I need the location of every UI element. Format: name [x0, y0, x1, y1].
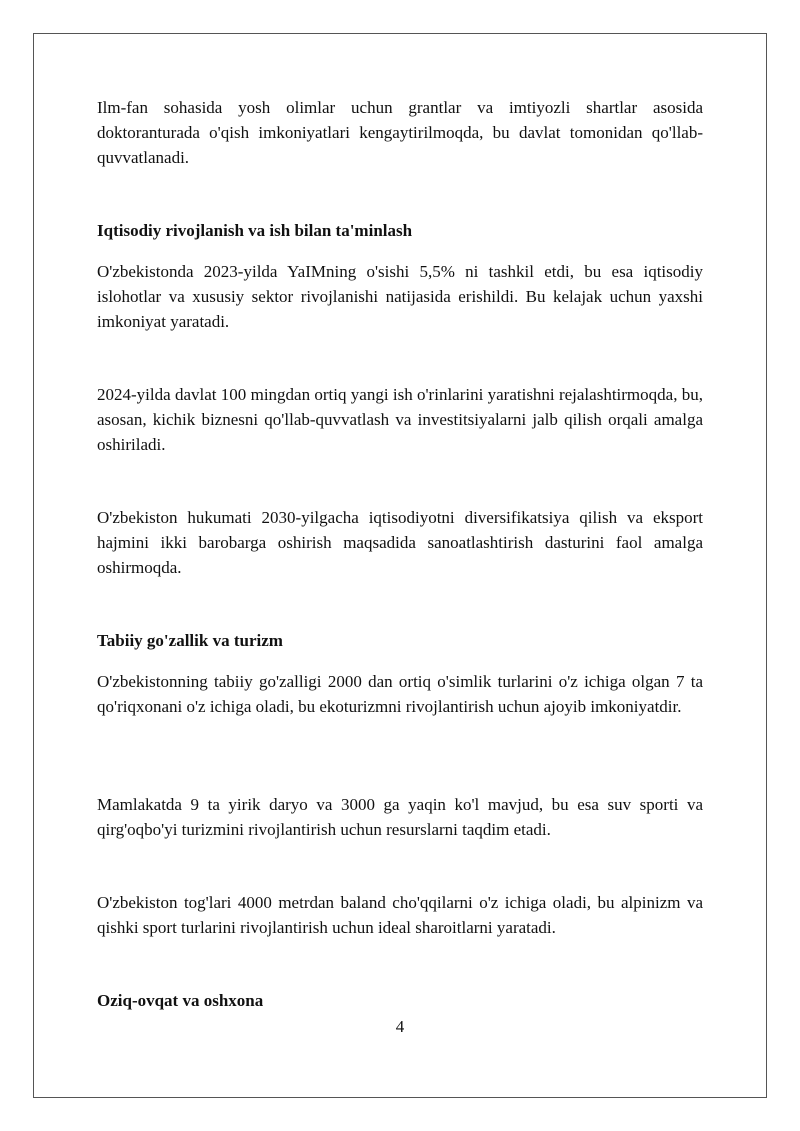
- page-number: 4: [395, 1017, 405, 1036]
- paragraph-mountains: O'zbekiston tog'lari 4000 metrdan baland cho'qqilarni o'z ichiga oladi, bu alpinizm va qishki sport turlarini rivojlantirish uchun ideal sharoitlarni yaratadi.: [97, 893, 703, 937]
- heading-nature-tourism: Tabiiy go'zallik va turizm: [97, 631, 283, 650]
- paragraph-science-grants: Ilm-fan sohasida yosh olimlar uchun grantlar va imtiyozli shartlar asosida doktoranturada o'qish imkoniyatlari kengaytirilmoqda, bu davlat tomonidan qo'llab-quvvatlanadi.: [97, 98, 703, 167]
- paragraph-gdp-growth: O'zbekistonda 2023-yilda YaIMning o'sishi 5,5% ni tashkil etdi, bu esa iqtisodiy islohotlar va xususiy sektor rivojlanishi natijasida erishildi. Bu kelajak uchun yaxshi imkoniyat yaratadi.: [97, 262, 703, 331]
- heading-food-cuisine: Oziq-ovqat va oshxona: [97, 991, 264, 1010]
- paragraph-jobs-2024: 2024-yilda davlat 100 mingdan ortiq yangi ish o'rinlarini yaratishni rejalashtirmoqda, bu, asosan, kichik biznesni qo'llab-quvvatlash va investitsiyalarni jalb qilish orqali amalga oshiriladi.: [97, 385, 703, 454]
- paragraph-rivers-lakes: Mamlakatda 9 ta yirik daryo va 3000 ga yaqin ko'l mavjud, bu esa suv sporti va qirg'oqbo'yi turizmini rivojlantirish uchun resurslarni taqdim etadi.: [97, 795, 703, 839]
- heading-economy: Iqtisodiy rivojlanish va ish bilan ta'minlash: [97, 221, 413, 240]
- paragraph-industrialization: O'zbekiston hukumati 2030-yilgacha iqtisodiyotni diversifikatsiya qilish va eksport hajmini ikki barobarga oshirish maqsadida sanoatlashtirish dasturini faol amalga oshirmoqda.: [97, 508, 703, 577]
- paragraph-reserves: O'zbekistonning tabiiy go'zalligi 2000 dan ortiq o'simlik turlarini o'z ichiga olgan 7 ta qo'riqxonani o'z ichiga oladi, bu ekoturizmni rivojlantirish uchun ajoyib imkoniyatdir.: [97, 672, 703, 716]
